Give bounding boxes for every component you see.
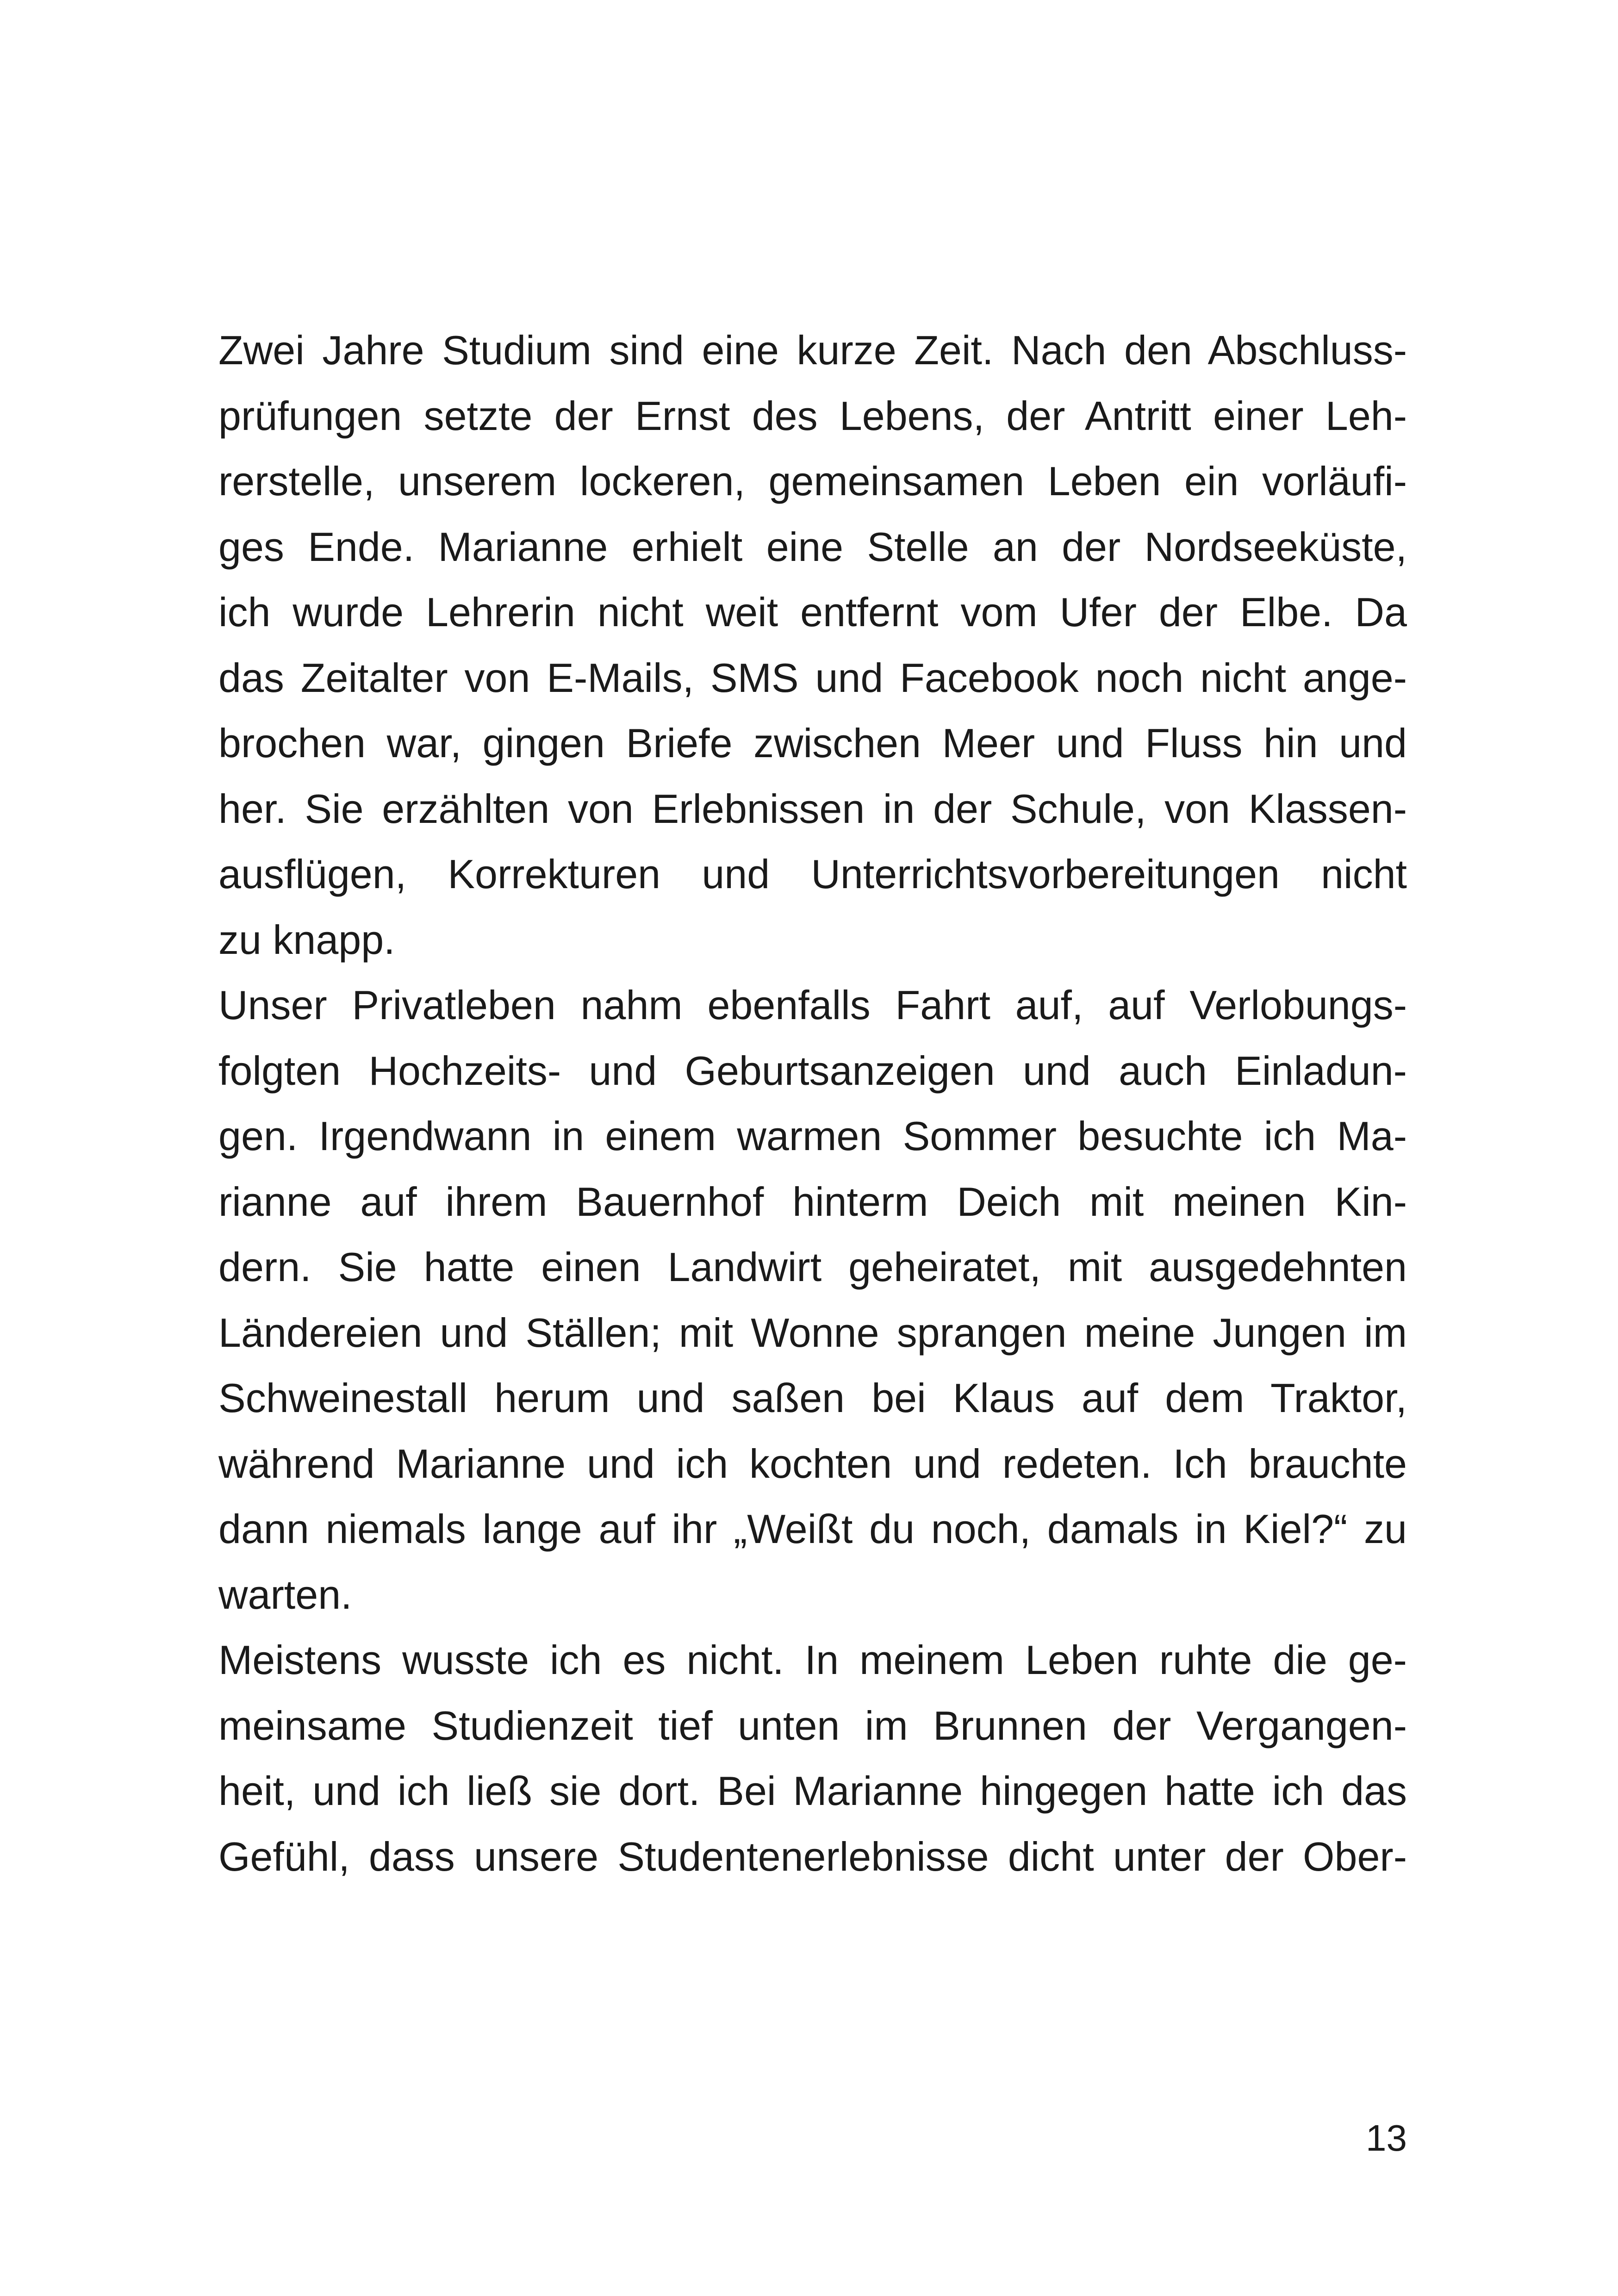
page-number: 13 xyxy=(1366,2117,1407,2159)
text-line: folgten Hochzeits- und Geburtsanzeigen und auch Einladun- xyxy=(218,1047,1407,1094)
text-line: gen. Irgendwann in einem warmen Sommer besuchte ich Ma- xyxy=(218,1113,1407,1159)
text-line: Gefühl, dass unsere Studentenerlebnisse dicht unter der Ober- xyxy=(218,1833,1407,1879)
text-line: her. Sie erzählten von Erlebnissen in der Schule, von Klassen- xyxy=(218,785,1407,832)
text-line: während Marianne und ich kochten und redeten. Ich brauchte xyxy=(218,1440,1407,1487)
text-line: warten. xyxy=(218,1571,352,1618)
text-line: Schweinestall herum und saßen bei Klaus auf dem Traktor, xyxy=(218,1375,1407,1421)
text-line: dern. Sie hatte einen Landwirt geheiratet, mit ausgedehnten xyxy=(218,1244,1407,1290)
text-line: meinsame Studienzeit tief unten im Brunnen der Vergangen- xyxy=(218,1702,1407,1748)
text-line: Zwei Jahre Studium sind eine kurze Zeit. Nach den Abschluss- xyxy=(218,327,1407,373)
text-line: ausflügen, Korrekturen und Unterrichtsvorbereitungen nicht xyxy=(218,851,1407,897)
body-text xyxy=(218,317,1407,1889)
text-line: rianne auf ihrem Bauernhof hinterm Deich mit meinen Kin- xyxy=(218,1178,1407,1225)
text-line: Meistens wusste ich es nicht. In meinem Leben ruhte die ge- xyxy=(218,1637,1407,1683)
text-line: heit, und ich ließ sie dort. Bei Marianne hingegen hatte ich das xyxy=(218,1768,1407,1814)
text-line: das Zeitalter von E-Mails, SMS und Facebook noch nicht ange- xyxy=(218,654,1407,701)
text-line: dann niemals lange auf ihr „Weißt du noch, damals in Kiel?“ zu xyxy=(218,1506,1407,1552)
text-line: brochen war, gingen Briefe zwischen Meer und Fluss hin und xyxy=(218,720,1407,766)
text-line: Unser Privatleben nahm ebenfalls Fahrt auf, auf Verlobungs- xyxy=(218,982,1407,1028)
text-line: ges Ende. Marianne erhielt eine Stelle an der Nordseeküste, xyxy=(218,523,1407,570)
text-line: zu knapp. xyxy=(218,916,395,963)
text-line: ich wurde Lehrerin nicht weit entfernt vom Ufer der Elbe. Da xyxy=(218,589,1407,635)
text-line: rerstelle, unserem lockeren, gemeinsamen Leben ein vorläufi- xyxy=(218,458,1407,504)
text-line: prüfungen setzte der Ernst des Lebens, der Antritt einer Leh- xyxy=(218,392,1407,439)
text-line: Ländereien und Ställen; mit Wonne sprangen meine Jungen im xyxy=(218,1309,1407,1356)
